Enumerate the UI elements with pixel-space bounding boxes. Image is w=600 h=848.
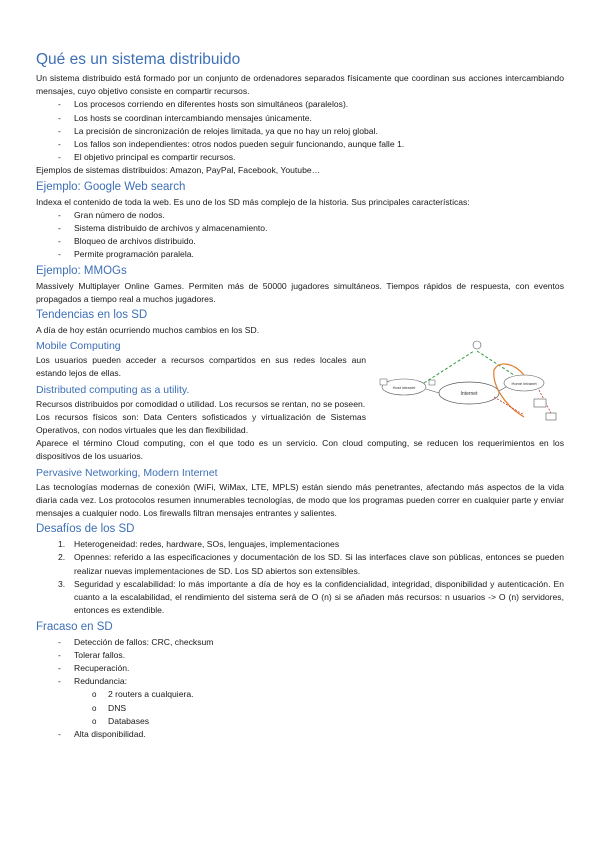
google-text: Indexa el contenido de toda la web. Es uno de los SD más complejo de la historia. Sus principales características: xyxy=(36,196,470,207)
utility-heading: Distributed computing as a utility. xyxy=(36,383,190,396)
mmog-heading: Ejemplo: MMOGs xyxy=(36,264,127,277)
mobile-utility-column xyxy=(36,339,366,437)
utility-text-2: Los recursos físicos son: Data Centers sofisticados y virtualización de Sistemas Operativos, con nodos virtuales que les dan flexibilidad. xyxy=(36,411,366,436)
list-item: - Detección de fallos: CRC, checksum xyxy=(58,636,564,649)
utility-text-3: Aparece el término Cloud computing, con el que todo es un servicio. Con cloud computing, se reducen los requerimientos en los dispositivos de los usuarios. xyxy=(36,438,564,462)
google-list xyxy=(36,209,564,262)
satellite-icon xyxy=(473,341,481,349)
item-number: 1. xyxy=(58,539,66,550)
failure-heading: Fracaso en SD xyxy=(36,620,113,633)
sub-list-item: o DNS xyxy=(92,702,564,715)
link-left xyxy=(426,389,439,393)
item-text: Opennes: referido a las especificaciones y documentación de los SD. Si las interfaces clave son públicas, entonces se pueden realizar nuevas implementaciones de SD. Los SD abiertos son extensibles. xyxy=(74,552,564,576)
mobile-text: Los usuarios pueden acceder a recursos compartidos en sus redes locales aun estando lejos de ellas. xyxy=(36,355,366,379)
intro-paragraph: Un sistema distribuido está formado por un conjunto de ordenadores separados físicamente que coordinan sus acciones intercambiando mensajes, cuyo objetivo consiste en compartir recursos. xyxy=(36,73,564,97)
item-text: Heterogeneidad: redes, hardware, SOs, lenguajes, implementaciones xyxy=(74,539,340,550)
mobile-heading: Mobile Computing xyxy=(36,340,121,353)
list-item: - Los fallos son independientes: otros nodos pueden seguir funcionando, aunque falle 1. xyxy=(58,138,564,151)
redundancy-sublist xyxy=(36,688,564,728)
list-item: - Los procesos corriendo en diferentes hosts son simultáneos (paralelos). xyxy=(58,98,564,111)
laptop-icon xyxy=(534,399,546,407)
list-item xyxy=(58,551,564,577)
intro-list xyxy=(36,98,564,164)
list-item xyxy=(58,538,564,551)
failure-list xyxy=(36,636,564,689)
list-item xyxy=(58,578,564,618)
list-item: - La precisión de sincronización de relojes limitada, ya que no hay un reloj global. xyxy=(58,125,564,138)
failure-list-end xyxy=(36,728,564,741)
printer-icon xyxy=(546,413,556,420)
examples-line: Ejemplos de sistemas distribuidos: Amazon, PayPal, Facebook, Youtube… xyxy=(36,165,321,176)
list-item: - Los hosts se coordinan intercambiando mensajes únicamente. xyxy=(58,112,564,125)
list-item: - Recuperación. xyxy=(58,662,564,675)
wireless-link-green-2 xyxy=(477,351,514,375)
pervasive-heading: Pervasive Networking, Modern Internet xyxy=(36,466,218,479)
sub-list-item: o 2 routers a cualquiera. xyxy=(92,688,564,701)
list-item: - Tolerar fallos. xyxy=(58,649,564,662)
network-diagram xyxy=(374,335,564,425)
sub-list-item: o Databases xyxy=(92,715,564,728)
item-text: Seguridad y escalabilidad: lo más importante a día de hoy es la confidencialidad, integridad, disponibilidad y autenticación. En cuanto a la escalabilidad, el rendimiento del sistema será de O (n) si se añaden más recursos: n usuarios -> O (n) servidores, entonces es extendible. xyxy=(74,578,564,616)
item-number: 2. xyxy=(58,552,66,563)
pc-icon xyxy=(380,379,387,385)
document-page xyxy=(36,50,564,741)
link-right xyxy=(499,387,506,391)
list-item: - Gran número de nodos. xyxy=(58,209,564,222)
challenges-list xyxy=(36,538,564,617)
list-item: - Bloqueo de archivos distribuido. xyxy=(58,235,564,248)
mobile-utility-section xyxy=(36,339,564,437)
lan-left-label: Host intranet xyxy=(392,385,416,391)
pervasive-text: Las tecnologías modernas de conexión (WiFi, WiMax, LTE, MPLS) están siendo más penetrantes, afectando más aspectos de la vida diaria cada vez. Los protocolos resumen innumerables tecnologías, de modo que los programas pueden correr en cualquier parte y enviar mensajes a cualquier nodo. Los firewalls filtran mensajes entrantes y salientes. xyxy=(36,481,564,519)
list-item: - El objetivo principal es compartir recursos. xyxy=(58,151,564,164)
list-item: - Alta disponibilidad. xyxy=(58,728,564,741)
utility-text-1: Recursos distribuidos por comodidad o utilidad. Los recursos se rentan, no se poseen. xyxy=(36,398,366,409)
list-item: - Redundancia: xyxy=(58,675,564,688)
trends-text: A día de hoy están ocurriendo muchos cambios en los SD. xyxy=(36,325,260,336)
challenges-heading: Desafíos de los SD xyxy=(36,523,135,536)
internet-label: Internet xyxy=(460,391,478,398)
list-item: - Sistema distribuido de archivos y almacenamiento. xyxy=(58,222,564,235)
router-icon xyxy=(429,380,435,385)
trends-heading: Tendencias en los SD xyxy=(36,309,148,322)
page-title: Qué es un sistema distribuido xyxy=(36,51,241,68)
list-item: - Permite programación paralela. xyxy=(58,248,564,261)
mmog-text: Massively Multiplayer Online Games. Permiten más de 50000 jugadores simultáneos. Tiempos rápidos de respuesta, con eventos propagados a tiempo real a muchos jugadores. xyxy=(36,280,564,304)
wireless-link-green xyxy=(424,351,474,383)
item-number: 3. xyxy=(58,578,66,589)
lan-right-label: Home intranet xyxy=(511,381,537,387)
google-heading: Ejemplo: Google Web search xyxy=(36,180,186,193)
